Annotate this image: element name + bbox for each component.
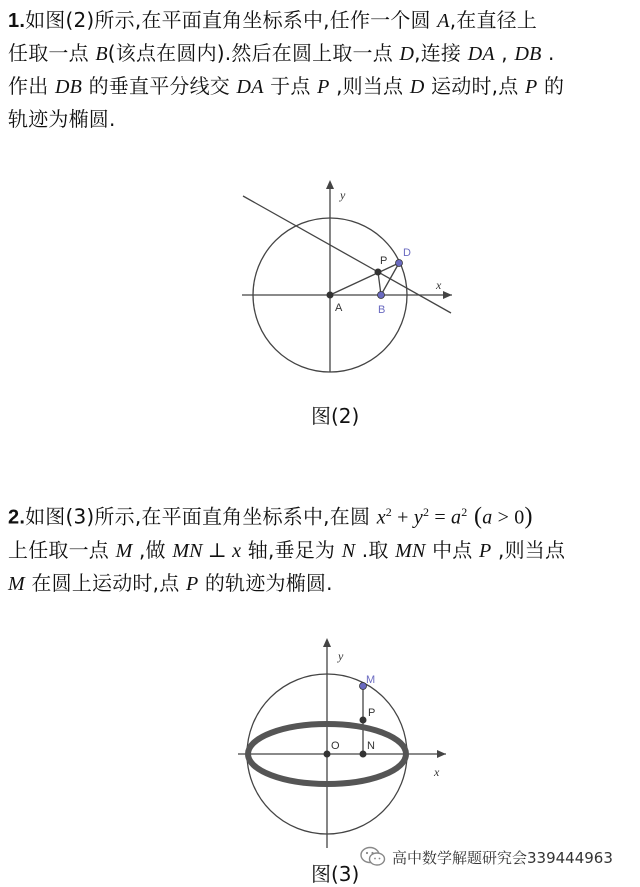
axis-x-label: x (436, 278, 442, 292)
math-N: N (341, 539, 356, 562)
wechat-icon (360, 846, 386, 868)
y-axis-arrow (326, 180, 334, 189)
problem-2-line: 如图(3)所示,在平面直角坐标系中,在圆 (25, 504, 377, 529)
point-A-dot (327, 292, 334, 299)
problem-1-line: 任取一点 (8, 41, 96, 65)
axis-y-label: y (340, 188, 346, 202)
label-A: A (335, 302, 343, 314)
axis-y-label: y (338, 649, 344, 663)
paren-close: ) (524, 503, 533, 530)
point-B-dot (378, 292, 385, 299)
comma: , (494, 41, 515, 65)
problem-1-line: 运动时,点 (424, 74, 525, 98)
problem-2-text (8, 496, 632, 600)
math-P: P (524, 76, 538, 98)
problem-2-line: 的轨迹为椭圆. (198, 570, 333, 595)
label-O: O (331, 740, 340, 752)
problem-2-number: 2. (8, 506, 26, 529)
figure-3-diagram (220, 634, 460, 854)
math-x: x (376, 506, 386, 529)
math-MN: MN (172, 539, 203, 562)
problem-2-line: ,则当点 (491, 537, 566, 562)
problem-2-line: 在圆上运动时,点 (24, 570, 186, 595)
problem-1-text (8, 4, 632, 135)
math-condition: > 0 (492, 506, 525, 529)
watermark (360, 844, 613, 870)
math-D: D (409, 76, 425, 98)
problem-2-line: 中点 (425, 537, 480, 562)
math-equals: = (429, 506, 452, 529)
x-axis-arrow (443, 291, 452, 299)
superscript-2: 2 (422, 505, 430, 519)
segment-AD (330, 263, 399, 295)
problem-1-line: 轨迹为椭圆. (8, 107, 116, 131)
problem-1-line: 于点 (263, 74, 318, 98)
math-DB: DB (54, 76, 83, 98)
y-axis-arrow (323, 638, 331, 647)
math-P: P (317, 76, 330, 98)
math-perp: ⊥ (202, 539, 233, 562)
problem-2-line: 上任取一点 (8, 537, 116, 562)
point-P-dot (375, 269, 382, 276)
x-axis-arrow (437, 750, 446, 758)
math-B: B (95, 43, 108, 65)
watermark-text: 高中数学解题研究会339444963 (392, 848, 613, 867)
math-M: M (8, 572, 25, 595)
label-P: P (380, 255, 388, 267)
point-O-dot (324, 751, 331, 758)
figure-2-caption: 图(2) (311, 404, 360, 428)
label-N: N (367, 740, 375, 752)
math-A: A (437, 10, 450, 32)
superscript-2: 2 (385, 505, 392, 519)
math-x: x (232, 539, 242, 562)
problem-1-line: ,连接 (414, 41, 468, 65)
period: . (541, 41, 555, 65)
superscript-2: 2 (461, 505, 468, 519)
math-P: P (185, 572, 199, 595)
math-plus: + (391, 506, 414, 529)
math-a: a (482, 506, 493, 529)
figure-3-caption: 图(3) (311, 862, 360, 886)
label-B: B (378, 304, 386, 316)
point-D-dot (396, 260, 403, 267)
problem-1-line: 如图(2)所示,在平面直角坐标系中,任作一个圆 (25, 8, 438, 32)
problem-1-line: 的垂直平分线交 (82, 74, 237, 98)
problem-2-line: 轴,垂足为 (241, 537, 342, 562)
problem-1-number: 1. (8, 10, 26, 32)
math-a: a (451, 506, 462, 529)
problem-1-line: (该点在圆内).然后在圆上取一点 (107, 41, 400, 65)
math-DB: DB (514, 43, 542, 65)
problem-2-line: .取 (355, 537, 396, 562)
math-M: M (115, 539, 133, 562)
math-MN: MN (395, 539, 426, 562)
problem-1-line: 的 (537, 74, 565, 98)
label-D: D (403, 247, 411, 259)
point-N-dot (360, 751, 367, 758)
problem-1-line: ,则当点 (329, 74, 410, 98)
problem-1-line: 作出 (8, 74, 55, 98)
math-DA: DA (467, 43, 495, 65)
figure-2-diagram (220, 176, 470, 386)
problem-1-line: ,在直径上 (449, 8, 538, 32)
label-P: P (368, 707, 376, 719)
paren-open: ( (474, 503, 483, 530)
axis-x-label: x (434, 765, 440, 779)
problem-2-line: ,做 (132, 537, 173, 562)
label-M: M (366, 674, 376, 686)
math-y: y (413, 506, 423, 529)
point-P-dot (360, 717, 367, 724)
math-D: D (399, 43, 415, 65)
math-DA: DA (236, 76, 264, 98)
math-P: P (479, 539, 492, 562)
